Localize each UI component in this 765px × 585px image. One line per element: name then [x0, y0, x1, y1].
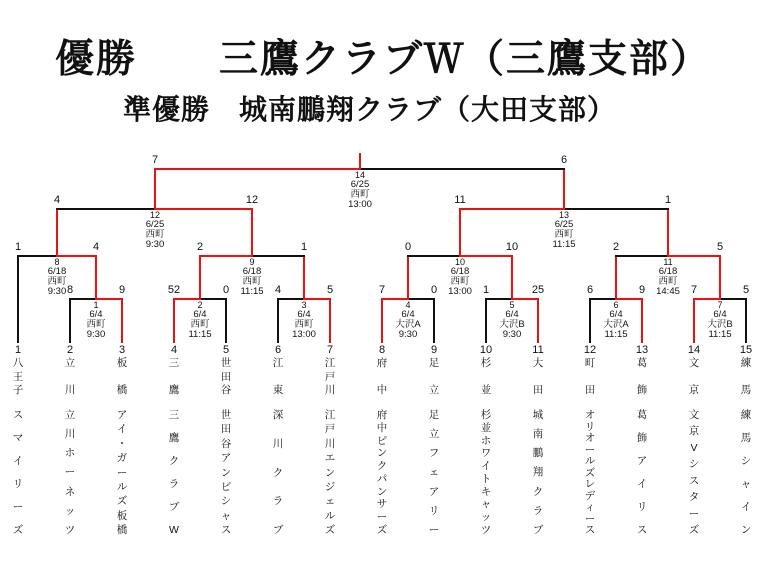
champion-title: 優勝 三鷹クラブＷ（三鷹支部）	[55, 38, 712, 81]
team-name-char: パ	[376, 472, 388, 485]
team-name-char: リ	[428, 504, 440, 517]
team-name-char: ホ	[64, 447, 76, 460]
team-number: 8	[378, 344, 386, 356]
team-name-char: ク	[168, 455, 180, 467]
team-10	[476, 344, 496, 536]
team-name-char: ジ	[324, 480, 336, 493]
team-name	[65, 410, 76, 536]
team-name-char: W	[169, 524, 179, 536]
match-6-match-no: 6	[613, 300, 619, 310]
team-number: 2	[66, 344, 74, 356]
team-name-char: 立	[64, 357, 76, 369]
team-name-char: ク	[532, 485, 544, 498]
team-name-char: ー	[64, 466, 76, 479]
team-name-char: ピ	[376, 434, 388, 447]
team-name-char: ェ	[428, 466, 440, 479]
match-3-match-no: 3	[301, 300, 307, 310]
team-name-char: イ	[480, 460, 492, 473]
match-8-score-right: 4	[92, 241, 100, 253]
team-name-char: 三	[168, 357, 180, 369]
match-2-score-left: 52	[167, 284, 181, 296]
match-13-score-right: 1	[664, 194, 672, 206]
match-3-time: 13:00	[292, 329, 316, 340]
match-12-time: 9:30	[145, 239, 165, 250]
match-5-time: 9:30	[502, 329, 522, 340]
team-name-char: 杉	[480, 357, 492, 369]
match-7-score-right: 5	[742, 284, 750, 296]
team-name-char: 鷹	[168, 384, 180, 396]
team-name-char: キ	[480, 485, 492, 498]
team-name-char: 川	[64, 428, 76, 441]
team-14	[684, 344, 704, 536]
team-name-char: 深	[272, 409, 284, 421]
team-name-char: 谷	[220, 437, 232, 450]
team-name-char: 馬	[740, 432, 752, 444]
team-name-char: ッ	[480, 511, 492, 524]
match-5-score-right: 25	[531, 284, 545, 296]
team-name-char: ビ	[220, 480, 232, 493]
team-name-char: ー	[376, 511, 388, 524]
team-name	[221, 410, 232, 536]
team-name-char: 並	[480, 384, 492, 396]
team-name-char: シ	[220, 495, 232, 508]
team-name-char: 江	[324, 357, 336, 369]
team-name-char: 世	[220, 357, 232, 369]
match-14-venue: 西町	[350, 189, 370, 200]
team-name-char: 川	[324, 384, 336, 396]
team-name-char: 中	[376, 421, 388, 434]
match-13-match-no: 13	[558, 210, 570, 220]
team-name-char: 東	[272, 384, 284, 396]
team-name-char: ラ	[168, 478, 180, 490]
team-name-char: ン	[376, 447, 388, 460]
team-branch	[117, 358, 128, 396]
team-name-char: ン	[220, 466, 232, 479]
team-branch	[169, 358, 180, 396]
team-name-char: 中	[376, 384, 388, 396]
team-name-char: シ	[688, 458, 700, 471]
team-name-char: 川	[324, 437, 336, 450]
team-name-char: ガ	[116, 452, 128, 465]
match-3-date: 6/4	[297, 309, 311, 320]
team-name-char: 練	[740, 409, 752, 421]
match-10-time: 13:00	[448, 286, 472, 297]
team-name	[273, 410, 284, 536]
team-name-char: ス	[688, 474, 700, 487]
team-number: 15	[739, 344, 753, 356]
team-name	[325, 410, 336, 536]
team-branch	[637, 358, 648, 396]
match-9-match-no: 9	[249, 257, 255, 267]
team-name-char: 戸	[324, 370, 336, 383]
team-name-char: デ	[584, 489, 596, 502]
match-14-match-no: 14	[354, 170, 365, 180]
team-name-char: ト	[480, 472, 492, 485]
team-name	[117, 410, 128, 536]
match-3-score-right: 5	[326, 284, 334, 296]
match-4-date: 6/4	[401, 309, 415, 320]
team-name-char: ャ	[740, 478, 752, 490]
match-11-time: 14:45	[656, 286, 680, 297]
team-name-char: 戸	[324, 423, 336, 436]
team-name-char: イ	[12, 455, 24, 467]
match-13-score-left: 11	[454, 194, 466, 206]
match-6-time: 11:15	[604, 329, 628, 340]
team-name-char: ラ	[532, 504, 544, 517]
match-5-match-no: 5	[509, 300, 515, 310]
match-8-date: 6/18	[47, 266, 67, 277]
team-name	[637, 410, 648, 536]
team-name-char: 城	[532, 409, 544, 421]
team-name-char: マ	[12, 432, 24, 444]
match-4-match-no: 4	[405, 300, 411, 310]
team-name-char: ズ	[376, 523, 388, 536]
team-name-char: 江	[272, 357, 284, 369]
match-11-score-right: 5	[716, 241, 724, 253]
team-branch	[65, 358, 76, 396]
team-name-char: 板	[116, 357, 128, 369]
team-name-char: ー	[584, 443, 596, 456]
team-number: 1	[14, 344, 22, 356]
team-name-char: ズ	[584, 466, 596, 479]
match-8-venue: 西町	[47, 276, 67, 287]
team-number: 3	[118, 344, 126, 356]
team-name-char: リ	[636, 501, 648, 513]
team-name-char: ブ	[168, 501, 180, 513]
team-name-char: ツ	[64, 523, 76, 536]
team-number: 7	[326, 344, 334, 356]
match-5-score-left: 1	[482, 284, 490, 296]
team-8	[372, 344, 392, 536]
team-name-char: 立	[64, 409, 76, 421]
match-9-venue: 西町	[242, 276, 262, 287]
team-name-char: リ	[12, 478, 24, 490]
match-13-time: 11:15	[552, 239, 576, 250]
match-1-date: 6/4	[89, 309, 103, 320]
team-name-char: 練	[740, 357, 752, 369]
team-name-char: ン	[740, 524, 752, 536]
team-name	[13, 410, 24, 536]
team-3	[112, 344, 132, 536]
team-name-char: ル	[324, 509, 336, 522]
team-name-char: ー	[116, 466, 128, 479]
match-7-score-left: 7	[690, 284, 698, 296]
team-name-char: 世	[220, 409, 232, 421]
team-name-char: ズ	[12, 524, 24, 536]
team-branch	[585, 358, 596, 396]
match-12-match-no: 12	[149, 210, 161, 220]
match-3-score-left: 4	[274, 284, 282, 296]
team-name-char: ・	[116, 437, 128, 450]
match-4-time: 9:30	[398, 329, 418, 340]
team-name-char: 並	[480, 421, 492, 434]
team-name-char: ー	[428, 523, 440, 536]
match-1-score-left: 8	[66, 284, 74, 296]
team-name-char: サ	[376, 498, 388, 511]
team-name-char: V	[690, 441, 698, 454]
team-name-char: 飾	[636, 384, 648, 396]
team-11	[528, 344, 548, 536]
match-14-score-right: 6	[560, 154, 568, 166]
match-1-time: 9:30	[86, 329, 106, 340]
team-name-char: ー	[584, 512, 596, 525]
team-name	[533, 410, 544, 536]
team-name-char: ス	[636, 524, 648, 536]
team-name-char: 板	[116, 509, 128, 522]
match-1-match-no: 1	[93, 300, 99, 310]
match-12-venue: 西町	[145, 229, 165, 240]
team-branch	[741, 358, 752, 396]
team-name-char: 立	[428, 384, 440, 396]
match-5-venue: 大沢B	[499, 319, 525, 330]
team-name-char: ズ	[688, 523, 700, 536]
team-name-char: ア	[220, 452, 232, 465]
team-name-char: 飾	[636, 432, 648, 444]
team-name-char: ィ	[584, 501, 596, 513]
team-name-char: ブ	[532, 523, 544, 536]
team-branch	[13, 358, 24, 396]
match-14-score-left: 7	[151, 154, 159, 166]
match-6-venue: 大沢A	[603, 319, 629, 330]
team-number: 6	[274, 344, 282, 356]
team-name-char: 南	[532, 428, 544, 441]
team-number: 9	[430, 344, 438, 356]
team-number: 12	[583, 344, 597, 356]
team-name-char: ス	[220, 524, 232, 536]
team-name-char: 葛	[636, 409, 648, 421]
team-name-char: 馬	[740, 384, 752, 396]
team-name	[481, 410, 492, 536]
team-name-char: 三	[168, 409, 180, 421]
team-branch	[533, 358, 544, 396]
team-name-char: シ	[740, 455, 752, 467]
team-name-char: エ	[324, 452, 336, 465]
team-name-char: 王	[12, 370, 24, 383]
team-name-char: ス	[584, 524, 596, 536]
match-5-date: 6/4	[505, 309, 519, 320]
match-11-date: 6/18	[658, 266, 678, 277]
match-9-score-left: 2	[196, 241, 204, 253]
match-1-score-right: 9	[118, 284, 126, 296]
match-2-match-no: 2	[197, 300, 203, 310]
team-5	[216, 344, 236, 536]
team-9	[424, 344, 444, 536]
team-name-char: ー	[12, 501, 24, 513]
team-number: 14	[687, 344, 701, 356]
team-branch	[273, 358, 284, 396]
match-6-score-left: 6	[586, 284, 594, 296]
team-name-char: 文	[688, 357, 700, 369]
team-name-char: 川	[272, 437, 284, 450]
team-name-char: ク	[376, 460, 388, 473]
team-name-char: 田	[220, 423, 232, 436]
team-name-char: ン	[324, 466, 336, 479]
match-13-date: 6/25	[554, 219, 574, 230]
team-name-char: 大	[532, 357, 544, 369]
team-name-char: ア	[636, 455, 648, 467]
team-12	[580, 344, 600, 536]
team-name-char: ャ	[480, 498, 492, 511]
team-name-char: リ	[584, 420, 596, 433]
team-name-char: 府	[376, 357, 388, 369]
match-1-venue: 西町	[86, 319, 106, 330]
team-name-char: 子	[12, 384, 24, 396]
match-7-time: 11:15	[708, 329, 732, 340]
team-name-char: イ	[116, 423, 128, 436]
match-10-match-no: 10	[454, 257, 465, 267]
team-name-char: 足	[428, 409, 440, 421]
team-name-char: ア	[428, 485, 440, 498]
team-name-char: 橋	[116, 384, 128, 396]
match-6-date: 6/4	[609, 309, 623, 320]
team-6	[268, 344, 288, 536]
team-name-char: 杉	[480, 409, 492, 421]
match-10-score-right: 10	[505, 241, 519, 253]
team-name-char: 府	[376, 409, 388, 421]
match-4-score-right: 0	[430, 284, 438, 296]
team-name-char: 江	[324, 409, 336, 421]
match-11-match-no: 11	[663, 257, 673, 267]
team-name-char: ー	[688, 507, 700, 520]
team-number: 4	[170, 344, 178, 356]
team-name-char: 橋	[116, 524, 128, 536]
team-name-char: ル	[584, 455, 596, 467]
match-2-date: 6/4	[193, 309, 207, 320]
team-name-char: ン	[376, 485, 388, 498]
runner-up-title: 準優勝 城南鵬翔クラブ（大田支部）	[123, 94, 617, 125]
team-name	[689, 410, 700, 536]
team-name-char: オ	[584, 409, 596, 421]
team-name-char: 葛	[636, 357, 648, 369]
team-name-char: フ	[428, 447, 440, 460]
team-name-char: ズ	[116, 495, 128, 508]
match-11-score-left: 2	[612, 241, 620, 253]
match-14-time: 13:00	[348, 199, 372, 210]
team-name-char: 川	[64, 384, 76, 396]
team-branch	[689, 358, 700, 396]
team-name	[429, 410, 440, 536]
match-4-score-left: 7	[378, 284, 386, 296]
team-name-char: 田	[584, 384, 596, 396]
team-15	[736, 344, 756, 536]
match-4-venue: 大沢A	[395, 319, 421, 330]
match-2-score-right: 0	[222, 284, 230, 296]
team-branch	[377, 358, 388, 396]
team-name-char: ッ	[64, 504, 76, 517]
team-name-char: ャ	[220, 509, 232, 522]
team-name-char: ク	[272, 466, 284, 479]
team-name	[741, 410, 752, 536]
match-12-score-right: 12	[245, 194, 259, 206]
team-name-char: 京	[688, 425, 700, 438]
team-name-char: 鷹	[168, 432, 180, 444]
team-name-char: ズ	[324, 524, 336, 536]
match-13-venue: 西町	[554, 229, 574, 240]
team-name-char: ラ	[272, 495, 284, 508]
team-branch	[221, 358, 232, 396]
team-branch	[429, 358, 440, 396]
match-2-time: 11:15	[188, 329, 212, 340]
team-name-char: 八	[12, 357, 24, 369]
match-6-score-right: 9	[638, 284, 646, 296]
team-name-char: ア	[116, 409, 128, 421]
match-3-venue: 西町	[294, 319, 314, 330]
match-10-venue: 西町	[450, 276, 470, 287]
team-name-char: イ	[740, 501, 752, 513]
team-branch	[481, 358, 492, 396]
match-9-time: 11:15	[240, 286, 264, 297]
team-name-char: ツ	[480, 523, 492, 536]
team-name-char: オ	[584, 432, 596, 444]
team-name-char: 田	[532, 384, 544, 396]
team-name-char: 京	[688, 384, 700, 396]
team-name-char: 足	[428, 357, 440, 369]
match-10-score-left: 0	[404, 241, 412, 253]
team-name	[169, 410, 180, 536]
team-name-char: ネ	[64, 485, 76, 498]
team-number: 11	[532, 344, 544, 356]
team-name-char: 文	[688, 409, 700, 421]
team-2	[60, 344, 80, 536]
team-name-char: タ	[688, 491, 700, 504]
match-12-date: 6/25	[145, 219, 165, 230]
team-name-char: 立	[428, 428, 440, 441]
match-8-match-no: 8	[54, 257, 60, 267]
team-name-char: 翔	[532, 466, 544, 479]
team-name-char: ス	[12, 409, 24, 421]
match-9-score-right: 1	[300, 241, 308, 253]
match-7-match-no: 7	[717, 300, 723, 310]
match-14-date: 6/25	[350, 179, 370, 190]
match-8-score-left: 1	[14, 241, 22, 253]
team-number: 5	[222, 344, 230, 356]
team-name-char: 鵬	[532, 447, 544, 460]
match-2-venue: 西町	[190, 319, 210, 330]
team-13	[632, 344, 652, 536]
match-10-date: 6/18	[450, 266, 470, 277]
team-name-char: ホ	[480, 434, 492, 447]
team-name	[377, 410, 388, 536]
match-8-time: 9:30	[47, 286, 67, 297]
team-number: 13	[635, 344, 649, 356]
team-name-char: 谷	[220, 384, 232, 396]
team-name-char: ル	[116, 480, 128, 493]
match-9-date: 6/18	[242, 266, 262, 277]
match-11-venue: 西町	[658, 276, 678, 287]
team-name-char: イ	[636, 478, 648, 490]
team-branch	[325, 358, 336, 396]
match-12-score-left: 4	[53, 194, 61, 206]
team-name-char: レ	[584, 478, 596, 490]
team-number: 10	[479, 344, 493, 356]
team-name-char: ブ	[272, 524, 284, 536]
team-name-char: 田	[220, 370, 232, 383]
team-name-char: ワ	[480, 447, 492, 460]
match-7-venue: 大沢B	[707, 319, 733, 330]
match-7-date: 6/4	[713, 309, 727, 320]
team-name-char: ェ	[324, 495, 336, 508]
team-name-char: 町	[584, 357, 596, 369]
team-1	[8, 344, 28, 536]
team-7	[320, 344, 340, 536]
team-4	[164, 344, 184, 536]
team-name	[585, 410, 596, 536]
